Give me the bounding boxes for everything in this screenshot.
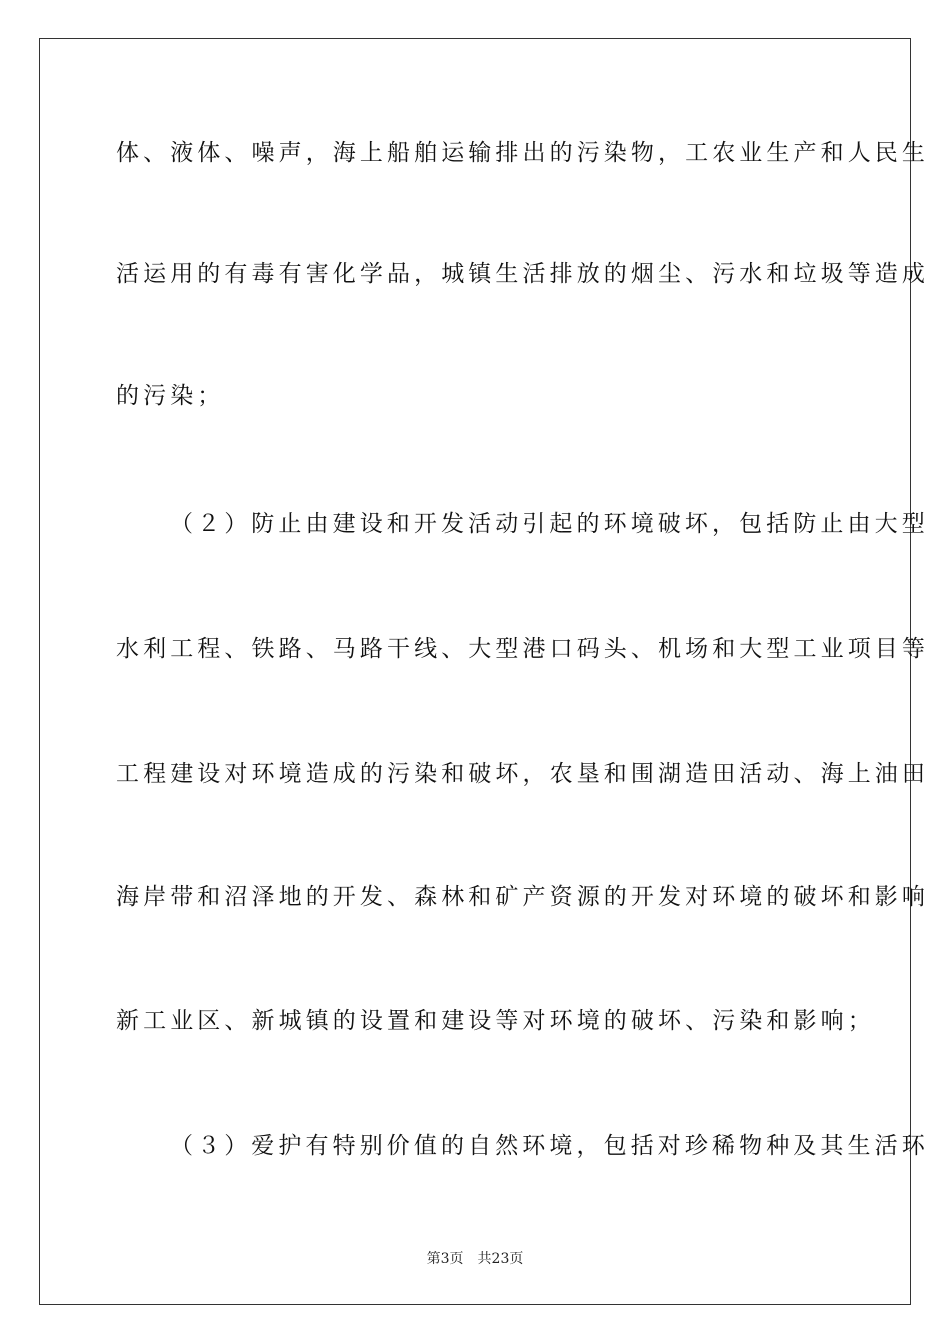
body-text-line: 的污染； [116, 383, 225, 409]
page-border [39, 38, 929, 1305]
body-text-line: 海岸带和沼泽地的开发、森林和矿产资源的开发对环境的破坏和影响 [116, 884, 929, 910]
paragraph-2-start: （２）防止由建设和开发活动引起的环境破坏，包括防止由大型 [170, 511, 929, 537]
page-number: 第3页 [426, 1251, 464, 1267]
body-text-line: 新工业区、新城镇的设置和建设等对环境的破坏、污染和影响； [116, 1008, 875, 1034]
body-text-line: 水利工程、铁路、马路干线、大型港口码头、机场和大型工业项目等 [116, 636, 929, 662]
body-text-line: 活运用的有毒有害化学品，城镇生活排放的烟尘、污水和垃圾等造成 [116, 261, 929, 287]
total-pages: 共23页 [477, 1251, 524, 1267]
body-text-line: 体、液体、噪声，海上船舶运输排出的污染物，工农业生产和人民生 [116, 140, 929, 166]
page-footer [0, 1248, 950, 1268]
body-text-line: 工程建设对环境造成的污染和破坏，农垦和围湖造田活动、海上油田 [116, 761, 929, 787]
paragraph-3-start: （３）爱护有特别价值的自然环境，包括对珍稀物种及其生活环 [170, 1133, 929, 1159]
